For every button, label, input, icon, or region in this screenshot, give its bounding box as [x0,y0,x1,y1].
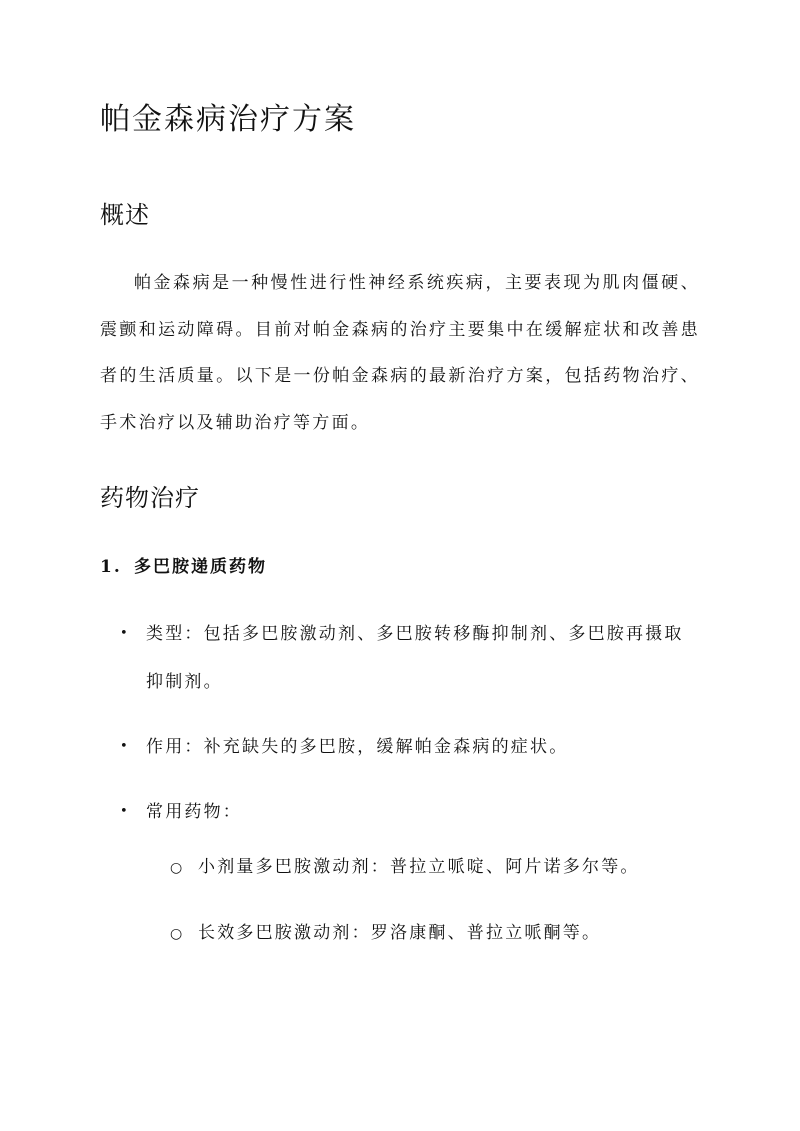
bullet-text: 作用：补充缺失的多巴胺，缓解帕金森病的症状。 [146,737,569,757]
document-title: 帕金森病治疗方案 [100,102,356,137]
circle-bullet-icon: ○ [170,926,185,942]
section-heading-drug-treatment: 药物治疗 [100,484,200,512]
sub-bullet-item-long-acting [100,909,700,957]
sub-bullet-text: 小剂量多巴胺激动剂：普拉立哌啶、阿片诺多尔等。 [198,857,640,877]
overview-paragraph: 帕金森病是一种慢性进行性神经系统疾病，主要表现为肌肉僵硬、震颤和运动障碍。目前对帕金森病的治疗主要集中在缓解症状和改善患者的生活质量。以下是一份帕金森病的最新治疗方案，包括药物治疗、手术治疗以及辅助治疗等方面。 [100,273,700,433]
circle-bullet-icon: ○ [170,860,185,876]
bullet-icon: • [120,804,130,819]
section-heading-overview: 概述 [100,201,150,229]
bullet-item-effect [100,723,700,771]
bullet-icon: • [120,626,130,641]
bullet-item-common-drugs [100,788,700,836]
bullet-list [100,610,700,853]
bullet-text: 常用药物： [146,802,242,822]
sub-bullet-list [100,843,700,975]
sub-bullet-item-low-dose [100,843,700,891]
subsection-heading-dopamine [100,552,267,577]
bullet-icon: • [120,739,130,754]
subsection-number: 1. [100,557,122,577]
bullet-item-type [100,610,700,706]
subsection-title: 多巴胺递质药物 [134,557,267,577]
sub-bullet-text: 长效多巴胺激动剂：罗洛康酮、普拉立哌酮等。 [198,923,602,943]
bullet-text: 类型：包括多巴胺激动剂、多巴胺转移酶抑制剂、多巴胺再摄取抑制剂。 [146,624,684,692]
